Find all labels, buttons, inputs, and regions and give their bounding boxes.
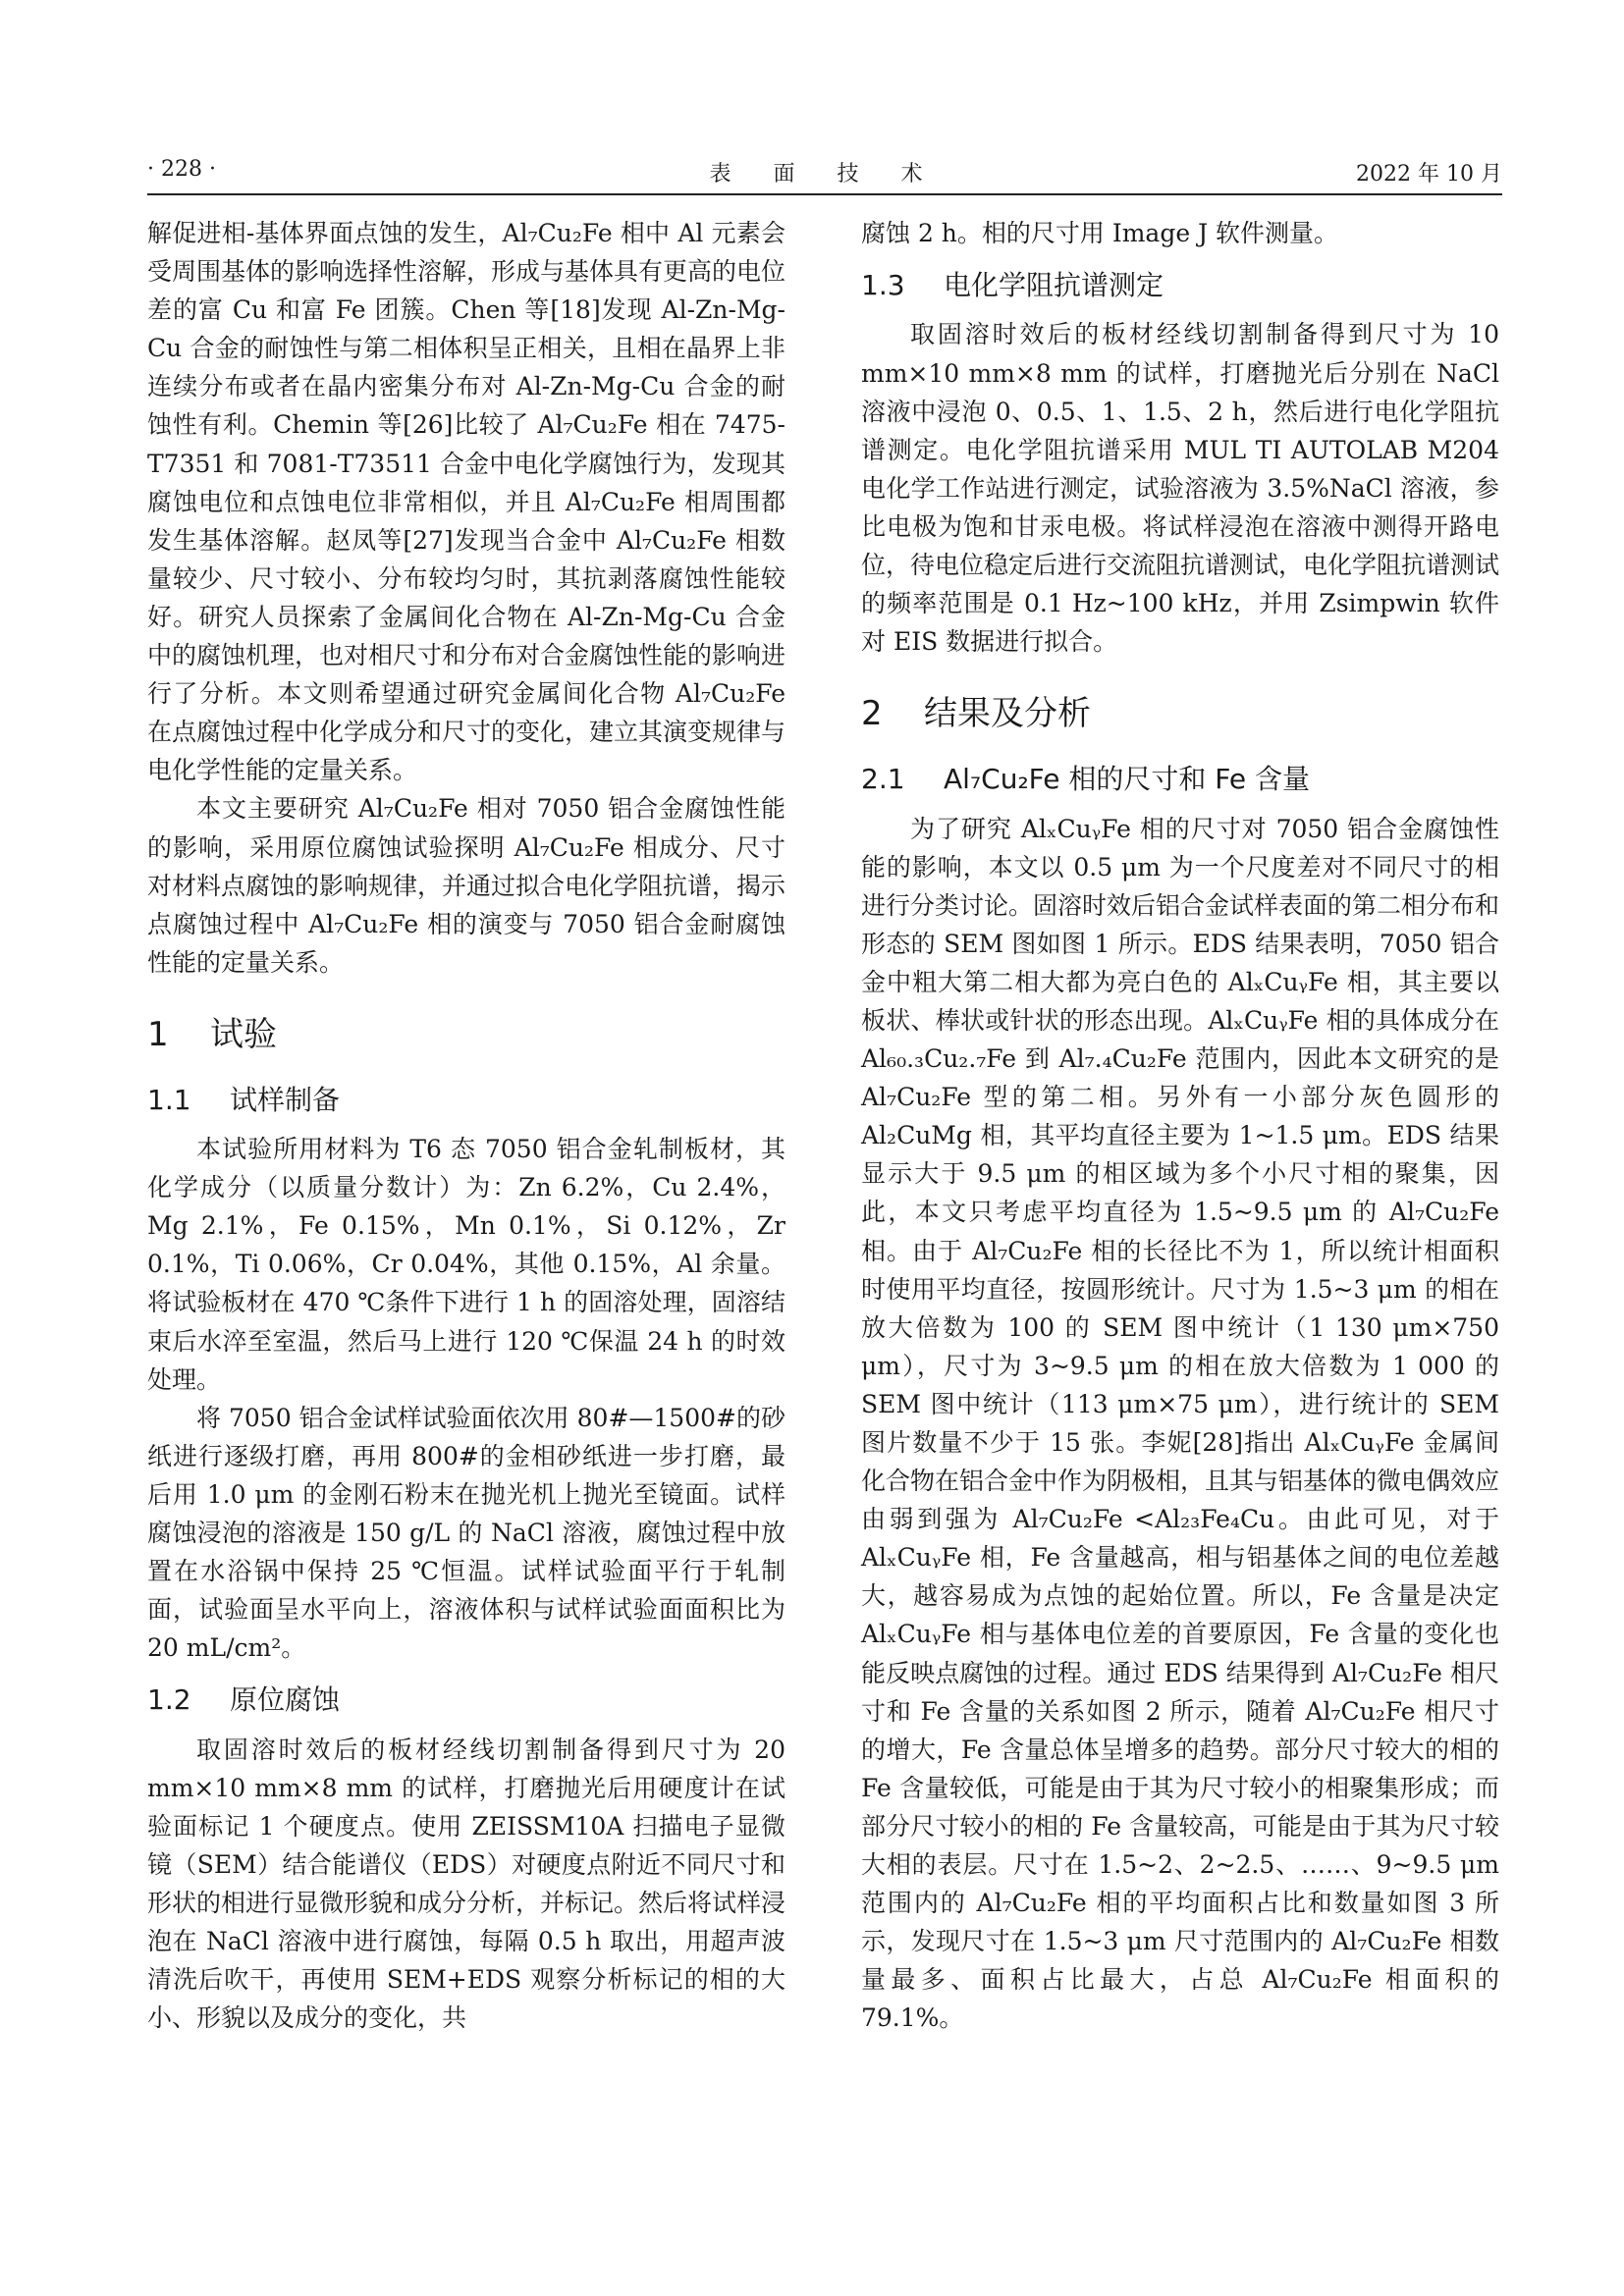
paragraph: 为了研究 AlₓCuᵧFe 相的尺寸对 7050 铝合金腐蚀性能的影响，本文以 0.5 μm 为一个尺度差对不同尺寸的相进行分类讨论。固溶时效后铝合金试样表面的第二相分布和形态的 SEM 图如图 1 所示。EDS 结果表明，7050 铝合金中粗大第二相大都为亮白色的 AlₓCuᵧFe 相，其主要以板状、棒状或针状的形态出现。AlₓCuᵧFe 相的具体成分在 Al₆₀.₃Cu₂.₇Fe 到 Al₇.₄Cu₂Fe 范围内，因此本文研究的是 Al₇Cu₂Fe 型的第二相。另外有一小部分灰色圆形的 Al₂CuMg 相，其平均直径主要为 1~1.5 μm。EDS 结果显示大于 9.5 μm 的相区域为多个小尺寸相的聚集，因此，本文只考虑平均直径为 1.5~9.5 μm 的 Al₇Cu₂Fe 相。由于 Al₇Cu₂Fe 相的长径比不为 1，所以统计相面积时使用平均直径，按圆形统计。尺寸为 1.5~3 μm 的相在放大倍数为 100 的 SEM 图中统计（1 130 μm×750 μm），尺寸为 3~9.5 μm 的相在放大倍数为 1 000 的 SEM 图中统计（113 μm×75 μm），进行统计的 SEM 图片数量不少于 15 张。李妮[28]指出 AlₓCuᵧFe 金属间化合物在铝合金中作为阴极相，且其与铝基体的微电偶效应由弱到强为 Al₇Cu₂Fe <Al₂₃Fe₄Cu。由此可见，对于 AlₓCuᵧFe 相，Fe 含量越高，相与铝基体之间的电位差越大，越容易成为点蚀的起始位置。所以，Fe 含量是决定 AlₓCuᵧFe 相与基体电位差的首要原因，Fe 含量的变化也能反映点腐蚀的过程。通过 EDS 结果得到 Al₇Cu₂Fe 相尺寸和 Fe 含量的关系如图 2 所示，随着 Al₇Cu₂Fe 相尺寸的增大，Fe 含量总体呈增多的趋势。部分尺寸较大的相的 Fe 含量较低，可能是由于其为尺寸较小的相聚集形成；而部分尺寸较小的相的 Fe 含量较高，可能是由于其为尺寸较大相的表层。尺寸在 1.5~2、2~2.5、……、9~9.5 μm 范围内的 Al₇Cu₂Fe 相的平均面积占比和数量如图 3 所示，发现尺寸在 1.5~3 μm 尺寸范围内的 Al₇Cu₂Fe 相数量最多、面积占比最大，占总 Al₇Cu₂Fe 相面积的 79.1%。: [861, 814, 1500, 2033]
section-heading-2: [861, 694, 1499, 734]
subsection-number: 1.1: [147, 1083, 191, 1116]
subsection-heading-1-2: [147, 1682, 785, 1718]
subsection-title: Al₇Cu₂Fe 相的尺寸和 Fe 含量: [944, 763, 1310, 796]
section-number: 2: [861, 694, 883, 734]
paragraph: 取固溶时效后的板材经线切割制备得到尺寸为 10 mm×10 mm×8 mm 的试样，打磨抛光后分别在 NaCl 溶液中浸泡 0、0.5、1、1.5、2 h，然后进行电化学阻抗谱测定。电化学阻抗谱采用 MUL TI AUTOLAB M204 电化学工作站进行测定，试验溶液为 3.5%NaCl 溶液，参比电极为饱和甘汞电极。将试样浸泡在溶液中测得开路电位，待电位稳定后进行交流阻抗谱测试，电化学阻抗谱测试的频率范围是 0.1 Hz~100 kHz，并用 Zsimpwin 软件对 EIS 数据进行拟合。: [861, 320, 1500, 657]
section-title: 结果及分析: [924, 694, 1091, 734]
subsection-heading-1-1: [147, 1083, 785, 1118]
issue-date: 2022 年 10 月: [1356, 162, 1502, 187]
section-heading-1: [147, 1015, 785, 1055]
subsection-number: 2.1: [861, 763, 905, 796]
section-number: 1: [147, 1014, 169, 1054]
subsection-title: 原位腐蚀: [230, 1683, 341, 1717]
paragraph: 本试验所用材料为 T6 态 7050 铝合金轧制板材，其化学成分（以质量分数计）为：Zn 6.2%，Cu 2.4%，Mg 2.1%，Fe 0.15%，Mn 0.1%，Si 0.12%，Zr 0.1%，Ti 0.06%，Cr 0.04%，其他 0.15%，Al 余量。将试验板材在 470 ℃条件下进行 1 h 的固溶处理，固溶结束后水淬至室温，然后马上进行 120 ℃保温 24 h 的时效处理。: [147, 1135, 785, 1394]
page-number: · 228 ·: [147, 157, 216, 182]
paragraph: 腐蚀 2 h。相的尺寸用 Image J 软件测量。: [861, 219, 1339, 247]
subsection-title: 试样制备: [230, 1083, 341, 1116]
header-rule: [147, 193, 1502, 195]
journal-title: 表 面 技 术: [709, 162, 941, 187]
subsection-title: 电化学阻抗谱测定: [944, 269, 1164, 302]
section-title: 试验: [210, 1014, 277, 1054]
paragraph: 取固溶时效后的板材经线切割制备得到尺寸为 20 mm×10 mm×8 mm 的试样，打磨抛光后用硬度计在试验面标记 1 个硬度点。使用 ZEISSM10A 扫描电子显微镜（SEM）结合能谱仪（EDS）对硬度点附近不同尺寸和形状的相进行显微形貌和成分分析，并标记。然后将试样浸泡在 NaCl 溶液中进行腐蚀，每隔 0.5 h 取出，用超声波清洗后吹干，再使用 SEM+EDS 观察分析标记的相的大小、形貌以及成分的变化，共: [147, 1735, 786, 2033]
running-header: [147, 157, 1502, 196]
left-column: [147, 214, 785, 2038]
paragraph: 解促进相-基体界面点蚀的发生，Al₇Cu₂Fe 相中 Al 元素会受周围基体的影响选择性溶解，形成与基体具有更高的电位差的富 Cu 和富 Fe 团簇。Chen 等[18]发现 Al-Zn-Mg-Cu 合金的耐蚀性与第二相体积呈正相关，且相在晶界上非连续分布或者在晶内密集分布对 Al-Zn-Mg-Cu 合金的耐蚀性有利。Chemin 等[26]比较了 Al₇Cu₂Fe 相在 7475-T7351 和 7081-T73511 合金中电化学腐蚀行为，发现其腐蚀电位和点蚀电位非常相似，并且 Al₇Cu₂Fe 相周围都发生基体溶解。赵凤等[27]发现当合金中 Al₇Cu₂Fe 相数量较少、尺寸较小、分布较均匀时，其抗剥落腐蚀性能较好。研究人员探索了金属间化合物在 Al-Zn-Mg-Cu 合金中的腐蚀机理，也对相尺寸和分布对合金腐蚀性能的影响进行了分析。本文则希望通过研究金属间化合物 Al₇Cu₂Fe 在点腐蚀过程中化学成分和尺寸的变化，建立其演变规律与电化学性能的定量关系。: [147, 219, 786, 785]
paragraph: 将 7050 铝合金试样试验面依次用 80#—1500#的砂纸进行逐级打磨，再用 800#的金相砂纸进一步打磨，最后用 1.0 μm 的金刚石粉末在抛光机上抛光至镜面。试样腐蚀浸泡的溶液是 150 g/L 的 NaCl 溶液，腐蚀过程中放置在水浴锅中保持 25 ℃恒温。试样试验面平行于轧制面，试验面呈水平向上，溶液体积与试样试验面面积比为 20 mL/cm²。: [147, 1403, 785, 1663]
subsection-heading-1-3: [861, 268, 1499, 303]
subsection-heading-2-1: [861, 762, 1499, 797]
paragraph: 本文主要研究 Al₇Cu₂Fe 相对 7050 铝合金腐蚀性能的影响，采用原位腐蚀试验探明 Al₇Cu₂Fe 相成分、尺寸对材料点腐蚀的影响规律，并通过拟合电化学阻抗谱，揭示点腐蚀过程中 Al₇Cu₂Fe 相的演变与 7050 铝合金耐腐蚀性能的定量关系。: [147, 794, 786, 977]
subsection-number: 1.3: [861, 269, 905, 302]
subsection-number: 1.2: [147, 1683, 191, 1717]
right-column: [861, 214, 1499, 2038]
